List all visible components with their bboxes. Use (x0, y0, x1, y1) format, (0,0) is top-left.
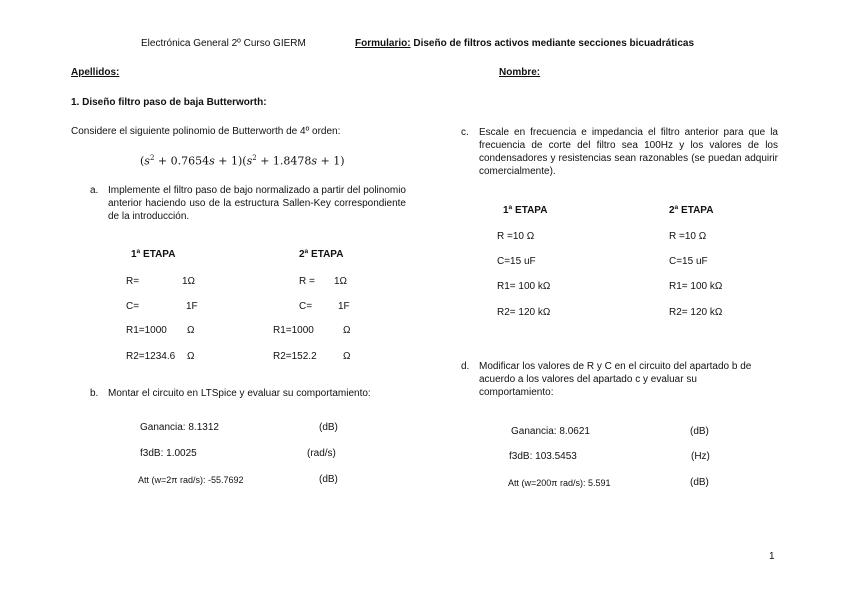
part-d-marker: d. (461, 361, 470, 372)
c-s2-c: C=15 uF (669, 256, 708, 267)
part-c-stage1-title: 1ª ETAPA (503, 205, 548, 216)
a-s1-c-value: 1F (186, 301, 198, 312)
a-s2-r-value: 1Ω (334, 276, 348, 287)
part-b-text: Montar el circuito en LTSpice y evaluar su comportamiento: (108, 388, 371, 399)
part-d-text: Modificar los valores de R y C en el circuito del apartado b de acuerdo a los valores del apartado c y evaluar su comportamiento: (479, 361, 752, 398)
b-gain-unit: (dB) (319, 422, 338, 433)
a-s2-r-label: R = (299, 276, 315, 287)
d-f3db-unit: (Hz) (691, 451, 710, 462)
c-s1-r: R =10 Ω (497, 231, 535, 242)
a-s1-r2-label: R2=1234.6 (126, 351, 176, 362)
b-f3db-label: f3dB: 1.0025 (140, 448, 197, 459)
a-s2-r1-unit: Ω (343, 325, 351, 336)
a-s2-r2-label: R2=152.2 (273, 351, 317, 362)
part-c-text: Escale en frecuencia e impedancia el filtro anterior para que la frecuencia de corte del filtro sea 100Hz y los valores de los condensadores y resistencias sean razonables (se puedan adquirir comercialmente). (479, 127, 778, 177)
a-s1-r-label: R= (126, 276, 140, 287)
surname-label: Apellidos: (71, 67, 120, 78)
part-a-stage2-title: 2ª ETAPA (299, 249, 344, 260)
a-s1-r1-label: R1=1000 (126, 325, 167, 336)
d-att-unit: (dB) (690, 477, 709, 488)
c-s1-r1: R1= 100 kΩ (497, 281, 551, 292)
d-gain-label: Ganancia: 8.0621 (511, 426, 590, 437)
form-label: Formulario: (355, 38, 411, 49)
part-a-marker: a. (90, 185, 99, 196)
b-att-label: Att (w=2π rad/s): -55.7692 (138, 475, 244, 485)
part-a-text: Implemente el filtro paso de bajo normalizado a partir del polinomio anterior haciendo uso de la estructura Sallen-Key correspondiente de la introducción. (108, 185, 406, 222)
part-c-marker: c. (461, 127, 469, 138)
a-s1-r2-unit: Ω (187, 351, 195, 362)
butterworth-polynomial: $(s^2 + 0.7654s + 1)(s^2 + 1.8478s + 1)$ (140, 154, 345, 168)
name-label: Nombre: (499, 67, 541, 78)
a-s2-r1-label: R1=1000 (273, 325, 314, 336)
b-att-unit: (dB) (319, 474, 338, 485)
a-s1-c-label: C= (126, 301, 140, 312)
d-f3db-label: f3dB: 103.5453 (509, 451, 577, 462)
section-title: 1. Diseño filtro paso de baja Butterworth: (71, 97, 267, 108)
d-att-label: Att (w=200π rad/s): 5.591 (508, 478, 611, 488)
form-header (355, 38, 694, 50)
part-b-marker: b. (90, 388, 99, 399)
course-title: Electrónica General 2º Curso GIERM (141, 38, 306, 49)
a-s2-c-value: 1F (338, 301, 350, 312)
a-s1-r-value: 1Ω (182, 276, 196, 287)
page-number: 1 (769, 551, 775, 562)
c-s2-r2: R2= 120 kΩ (669, 307, 723, 318)
b-gain-label: Ganancia: 8.1312 (140, 422, 219, 433)
c-s1-r2: R2= 120 kΩ (497, 307, 551, 318)
c-s2-r1: R1= 100 kΩ (669, 281, 723, 292)
form-title: Diseño de filtros activos mediante secciones bicuadráticas (413, 38, 695, 49)
a-s1-r1-unit: Ω (187, 325, 195, 336)
a-s2-r2-unit: Ω (343, 351, 351, 362)
section-intro: Considere el siguiente polinomio de Butterworth de 4º orden: (71, 126, 341, 137)
a-s2-c-label: C= (299, 301, 313, 312)
part-c-stage2-title: 2ª ETAPA (669, 205, 714, 216)
c-s2-r: R =10 Ω (669, 231, 707, 242)
d-gain-unit: (dB) (690, 426, 709, 437)
c-s1-c: C=15 uF (497, 256, 536, 267)
b-f3db-unit: (rad/s) (307, 448, 336, 459)
part-a-stage1-title: 1ª ETAPA (131, 249, 176, 260)
